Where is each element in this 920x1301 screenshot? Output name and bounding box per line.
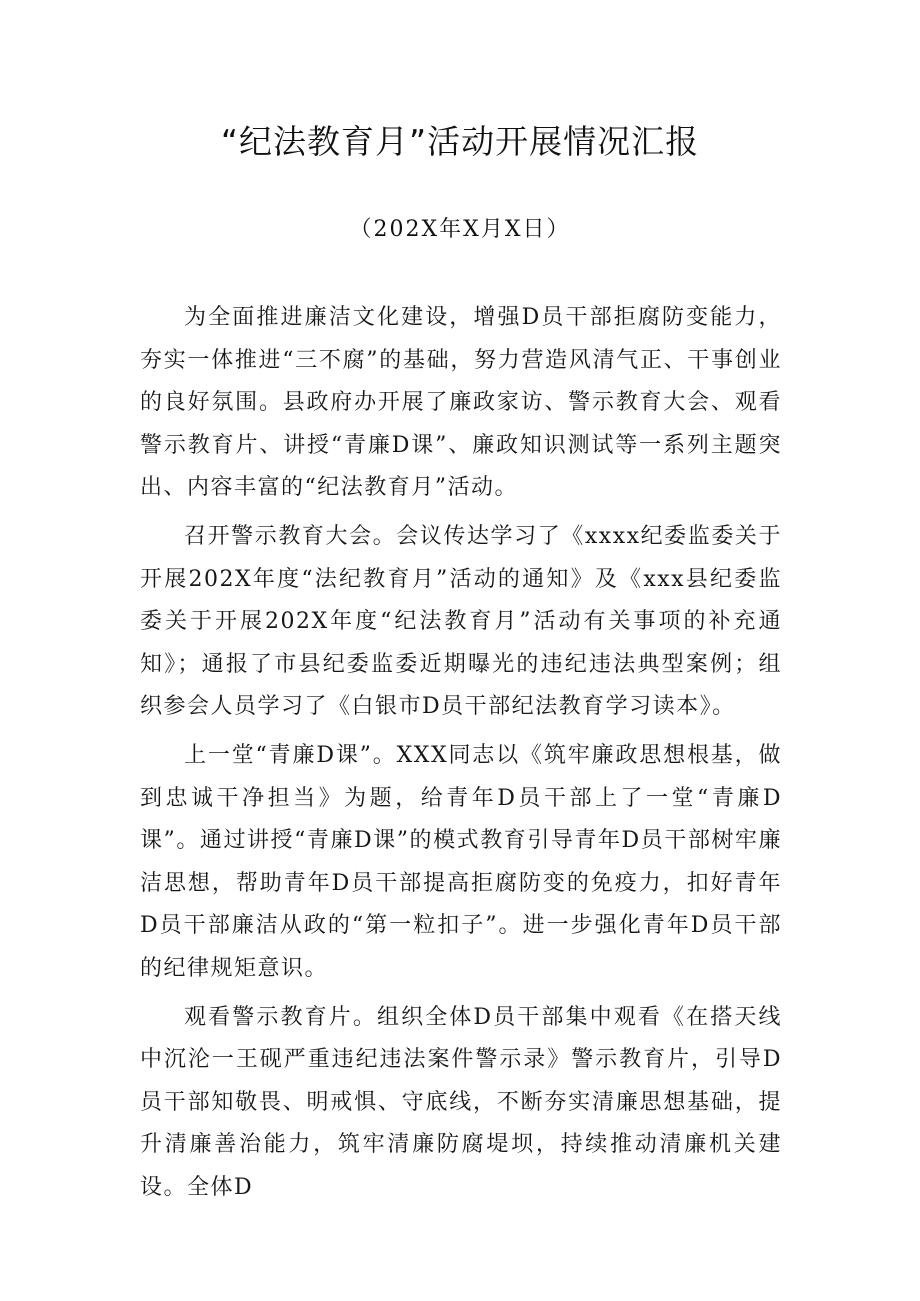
paragraph-warning-film: 观看警示教育片。组织全体D员干部集中观看《在搭天线中沉沦一王砚严重违纪违法案件警示录》警示教育片，引导D员干部知敬畏、明戒惧、守底线，不断夯实清廉思想基础，提升清廉善治能力，筑牢清廉防腐堤坝，持续推动清廉机关建设。全体D <box>140 1004 782 1200</box>
document-title: “纪法教育月”活动开展情况汇报 <box>220 122 700 161</box>
paragraph-warning-meeting: 召开警示教育大会。会议传达学习了《xxxx纪委监委关于开展202X年度“法纪教育月”活动的通知》及《xxx县纪委监委关于开展202X年度“纪法教育月”活动有关事项的补充通知》；通报了市县纪委监委近期曝光的违纪违法典型案例；组织参会人员学习了《白银市D员干部纪法教育学习读本》。 <box>140 523 782 720</box>
paragraph-intro: 为全面推进廉洁文化建设，增强D员干部拒腐防变能力，夯实一体推进“三不腐”的基础，努力营造风清气正、干事创业的良好氛围。县政府办开展了廉政家访、警示教育大会、观看警示教育片、讲授“青廉D课”、廉政知识测试等一系列主题突出、内容丰富的“纪法教育月”活动。 <box>140 305 782 501</box>
paragraph-integrity-lesson: 上一堂“青廉D课”。XXX同志以《筑牢廉政思想根基，做到忠诚干净担当》为题，给青年D员干部上了一堂“青廉D课”。通过讲授“青廉D课”的模式教育引导青年D员干部树牢廉洁思想，帮助青年D员干部提高拒腐防变的免疫力，扣好青年D员干部廉洁从政的“第一粒扣子”。进一步强化青年D员干部的纪律规矩意识。 <box>140 742 782 981</box>
document-body <box>140 297 782 1215</box>
document-date: （202X年X月X日） <box>349 217 571 242</box>
